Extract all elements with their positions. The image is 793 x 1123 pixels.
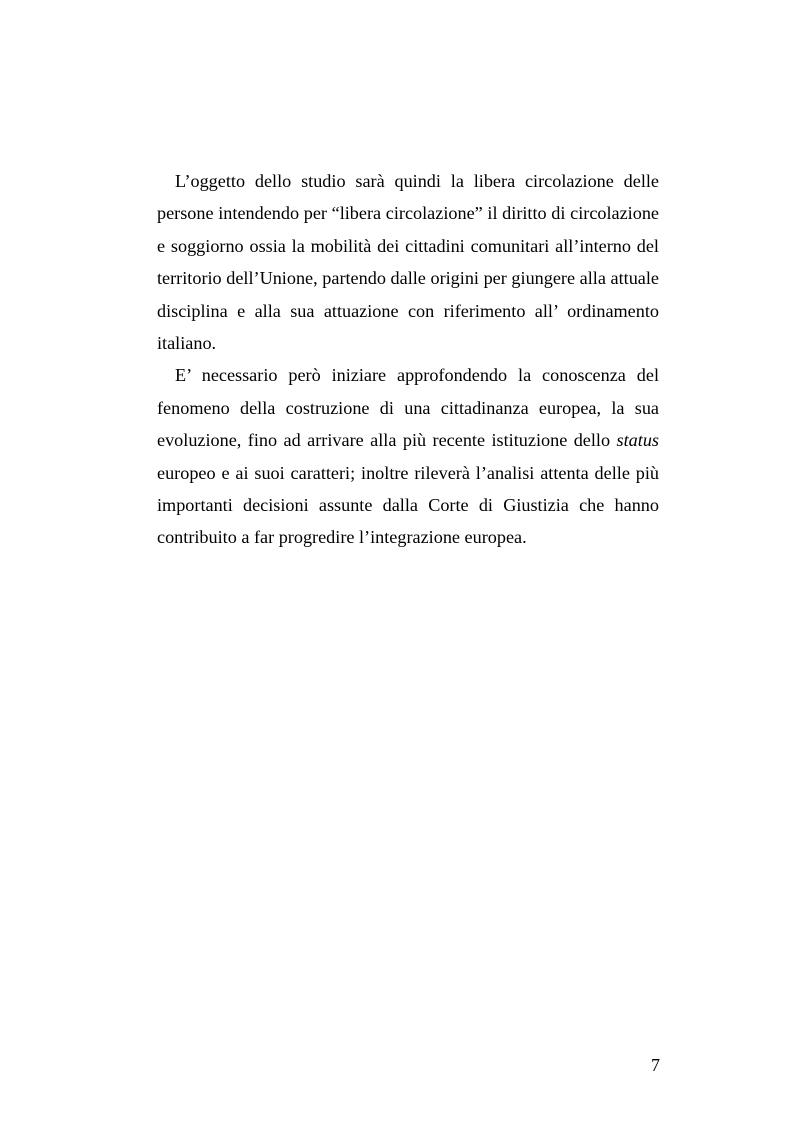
page-number: 7 — [651, 1055, 660, 1075]
paragraph-european-citizenship-part-2: europeo e ai suoi caratteri; inoltre rileverà l’analisi attenta delle più importanti decisioni assunte dalla Corte di Giustizia che hanno contribuito a far progredire l’integrazione europea. — [157, 462, 659, 548]
paragraph-european-citizenship-part-1: E’ necessario però iniziare approfondendo la conoscenza del fenomeno della costruzione di una cittadinanza europea, la sua evoluzione, fino ad arrivare alla più recente istituzione dello — [157, 365, 659, 451]
body-text — [157, 165, 659, 554]
paragraph-european-citizenship — [157, 359, 659, 553]
paragraph-free-movement: L’oggetto dello studio sarà quindi la libera circolazione delle persone intendendo per “libera circolazione” il diritto di circolazione e soggiorno ossia la mobilità dei cittadini comunitari all’interno del territorio dell’Unione, partendo dalle origini per giungere alla attuale disciplina e alla sua attuazione con riferimento all’ ordinamento italiano. — [157, 171, 659, 354]
italic-term-status: status — [616, 430, 659, 451]
